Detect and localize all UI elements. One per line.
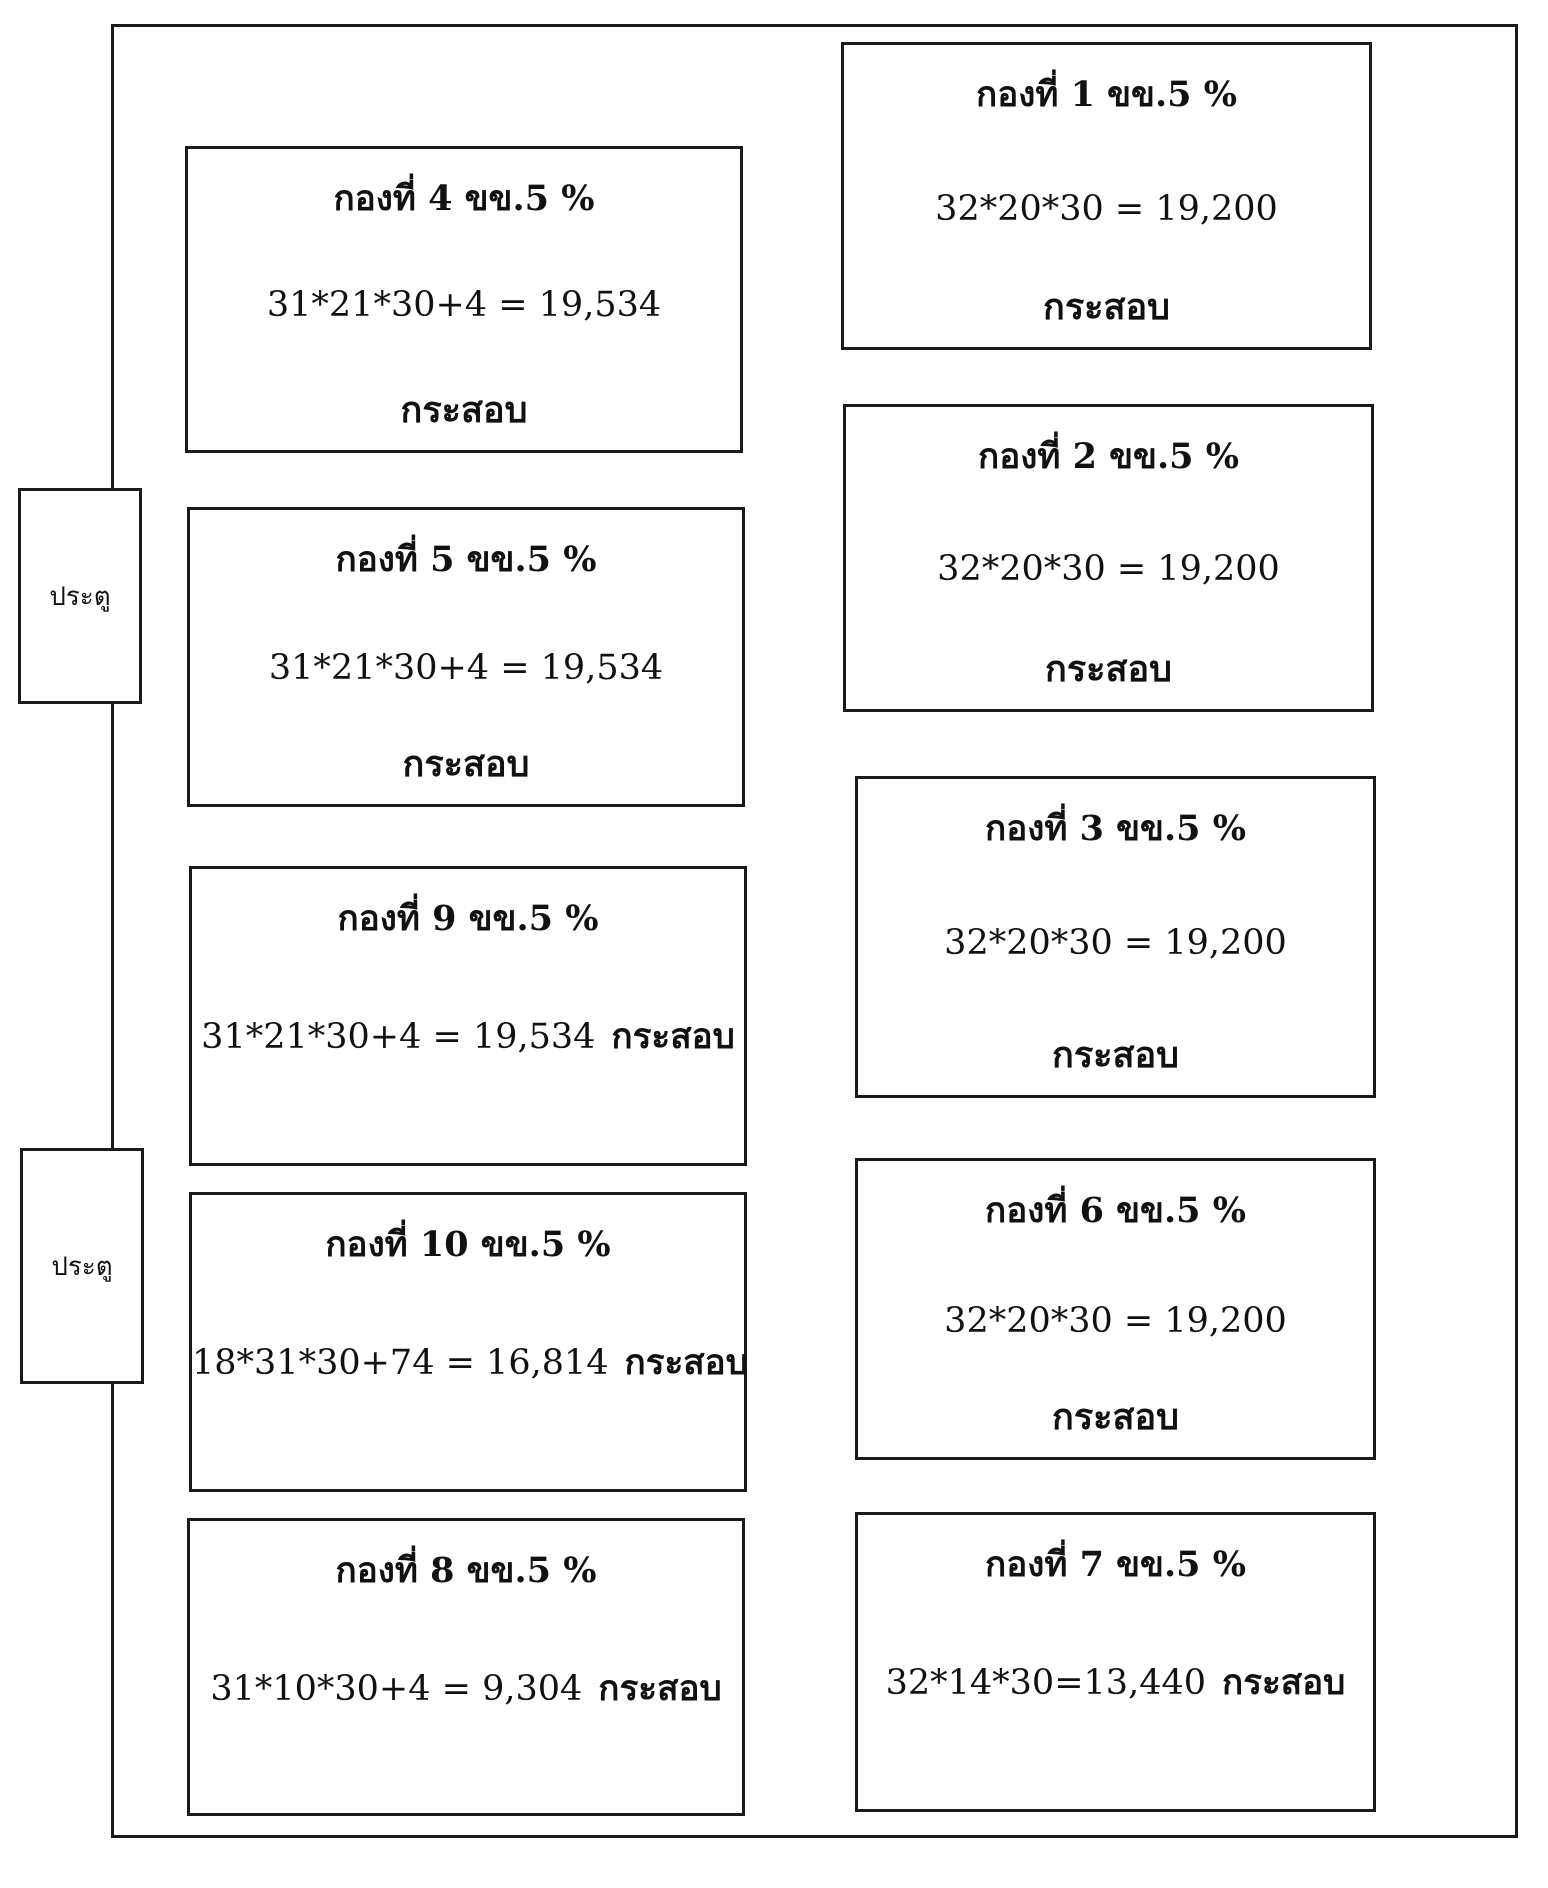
pile-7 — [855, 1512, 1376, 1812]
pile-5-title: กองที่ 5 ขข.5 % — [335, 539, 597, 580]
pile-2-formula: 32*20*30 = 19,200 — [937, 549, 1280, 589]
pile-10-title: กองที่ 10 ขข.5 % — [325, 1224, 611, 1265]
pile-2-title: กองที่ 2 ขข.5 % — [978, 436, 1239, 477]
pile-5-formula: 31*21*30+4 = 19,534 — [268, 648, 664, 688]
pile-2 — [843, 404, 1374, 712]
pile-3-title: กองที่ 3 ขข.5 % — [985, 808, 1246, 849]
pile-3-status: กระสอบ — [1052, 1034, 1179, 1076]
pile-8-formula-line — [190, 1661, 742, 1716]
door-upper-label: ประตู — [49, 581, 111, 612]
pile-3-formula: 32*20*30 = 19,200 — [944, 923, 1287, 963]
pile-9-title: กองที่ 9 ขข.5 % — [337, 898, 599, 939]
pile-1-status: กระสอบ — [1043, 286, 1170, 328]
pile-4-formula: 31*21*30+4 = 19,534 — [266, 285, 662, 325]
pile-1-title: กองที่ 1 ขข.5 % — [976, 74, 1237, 115]
pile-8-formula: 31*10*30+4 = 9,304 — [210, 1669, 583, 1709]
pile-7-title: กองที่ 7 ขข.5 % — [985, 1544, 1246, 1585]
pile-7-formula: 32*14*30=13,440 — [885, 1663, 1206, 1703]
pile-7-status: กระสอบ — [1222, 1662, 1346, 1703]
pile-2-status: กระสอบ — [1045, 648, 1172, 690]
pile-5 — [187, 507, 745, 807]
pile-8-status: กระสอบ — [598, 1668, 722, 1709]
pile-3 — [855, 776, 1376, 1098]
pile-4-status: กระสอบ — [400, 389, 528, 431]
pile-6-status: กระสอบ — [1052, 1396, 1179, 1438]
pile-1-formula: 32*20*30 = 19,200 — [935, 189, 1278, 229]
pile-6 — [855, 1158, 1376, 1460]
pile-7-formula-line — [858, 1655, 1373, 1710]
pile-6-formula: 32*20*30 = 19,200 — [944, 1301, 1287, 1341]
pile-10-status: กระสอบ — [624, 1342, 748, 1383]
pile-1 — [841, 42, 1372, 350]
pile-10 — [189, 1192, 747, 1492]
pile-6-title: กองที่ 6 ขข.5 % — [985, 1190, 1246, 1231]
pile-4 — [185, 146, 743, 453]
door-lower — [20, 1148, 144, 1384]
pile-9-formula-line — [192, 1009, 744, 1064]
pile-10-formula: 18*31*30+74 = 16,814 — [192, 1343, 609, 1383]
pile-4-title: กองที่ 4 ขข.5 % — [333, 178, 595, 219]
pile-8 — [187, 1518, 745, 1816]
pile-9 — [189, 866, 747, 1166]
door-upper — [18, 488, 142, 704]
door-lower-label: ประตู — [51, 1251, 113, 1282]
pile-8-title: กองที่ 8 ขข.5 % — [335, 1550, 597, 1591]
pile-9-formula: 31*21*30+4 = 19,534 — [201, 1017, 596, 1057]
pile-5-status: กระสอบ — [402, 743, 530, 785]
pile-9-status: กระสอบ — [611, 1016, 735, 1057]
pile-10-formula-line — [192, 1335, 748, 1390]
